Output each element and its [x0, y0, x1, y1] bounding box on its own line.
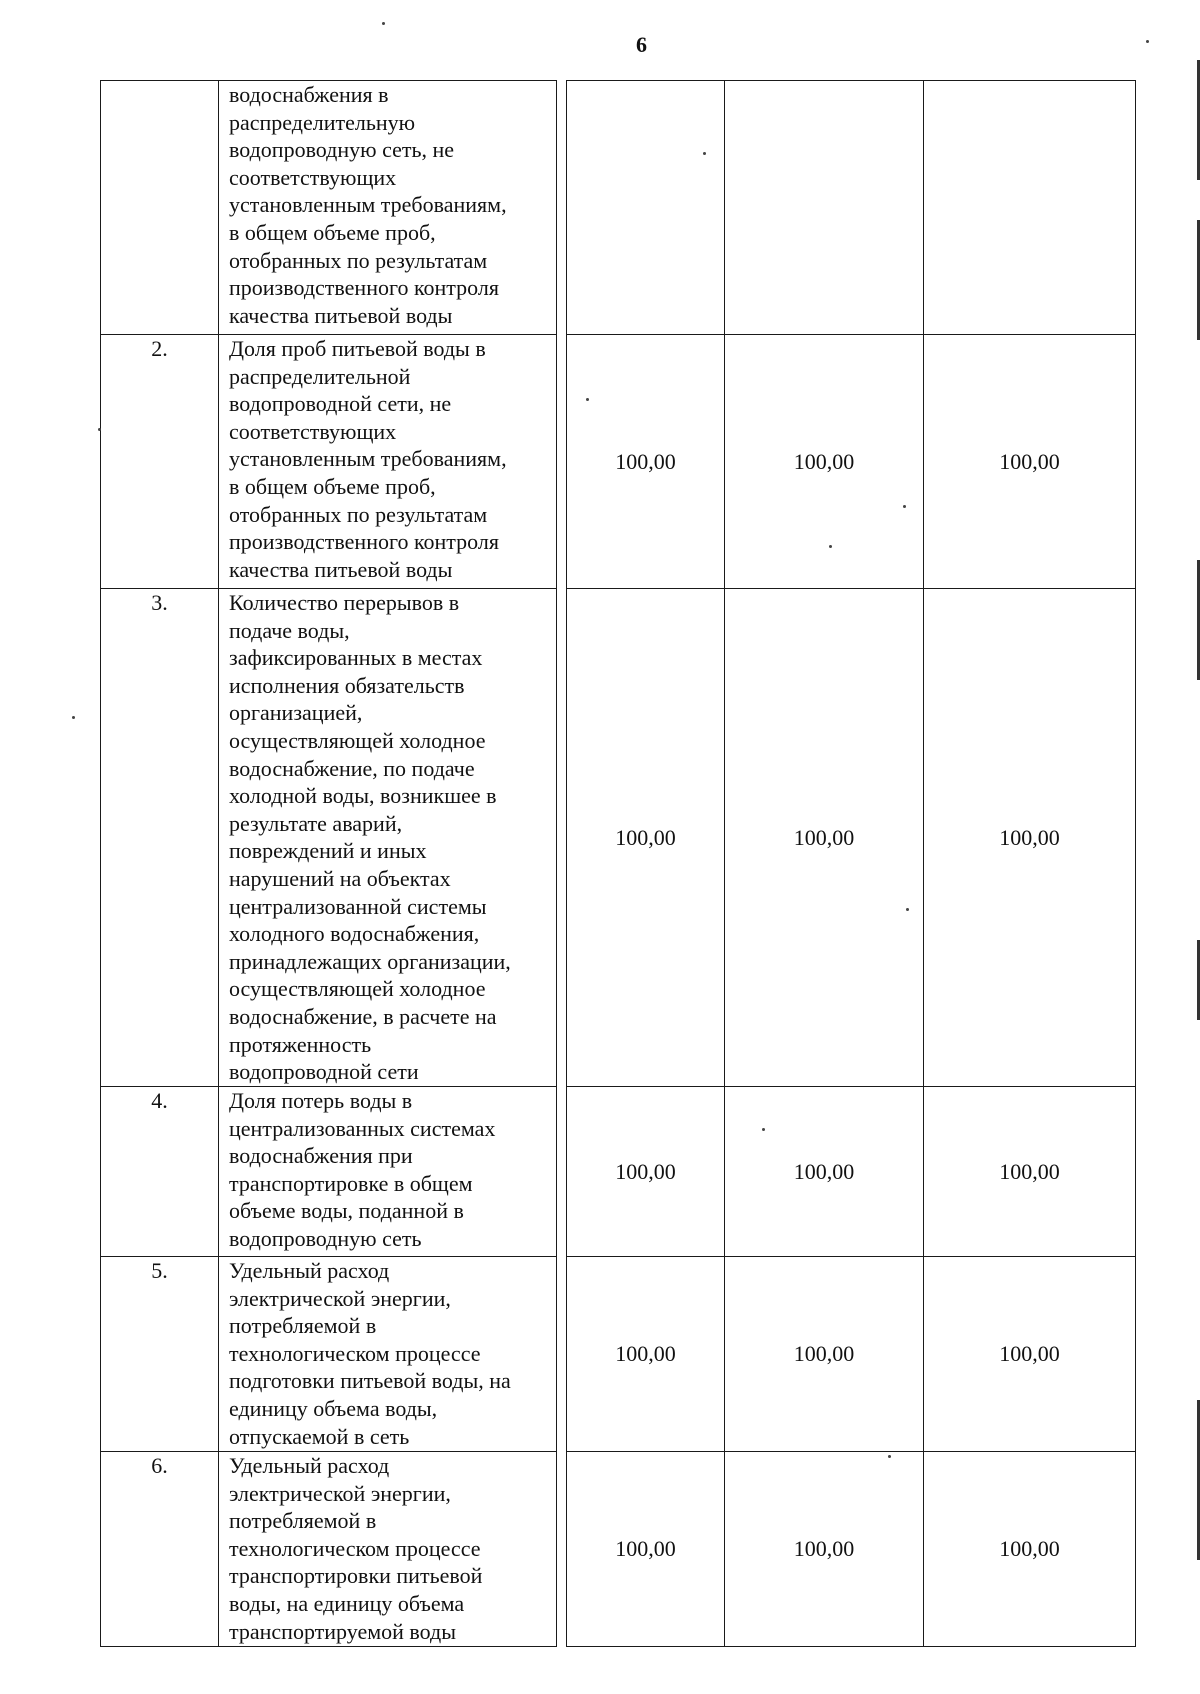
- value-cell: 100,00: [725, 335, 924, 589]
- value-cell: [725, 81, 924, 335]
- value-cell: 100,00: [924, 589, 1136, 1087]
- value-cell: 100,00: [725, 589, 924, 1087]
- row-number: 6.: [101, 1452, 219, 1647]
- indicator-description: Удельный расход электрической энергии, потребляемой в технологическом процессе подготовки питьевой воды, на единицу объема воды, отпускаемой в сеть: [219, 1257, 557, 1452]
- column-gap: [557, 335, 567, 589]
- scan-speck: [903, 505, 906, 508]
- row-number: 5.: [101, 1257, 219, 1452]
- page-number: 6: [636, 32, 647, 57]
- column-gap: [557, 81, 567, 335]
- indicator-description: Доля потерь воды в централизованных системах водоснабжения при транспортировке в общем объеме воды, поданной в водопроводную сеть: [219, 1087, 557, 1257]
- value-cell: 100,00: [725, 1257, 924, 1452]
- scan-speck: [762, 1128, 765, 1131]
- value-cell: 100,00: [567, 335, 725, 589]
- value-cell: [567, 81, 725, 335]
- column-gap: [557, 1257, 567, 1452]
- value-cell: 100,00: [725, 1452, 924, 1647]
- value-cell: 100,00: [567, 1452, 725, 1647]
- value-cell: [924, 81, 1136, 335]
- table-row: [101, 335, 1136, 589]
- scan-speck: [98, 428, 101, 431]
- scan-speck: [703, 152, 706, 155]
- value-cell: 100,00: [924, 1257, 1136, 1452]
- scan-speck: [1146, 40, 1149, 43]
- column-gap: [557, 589, 567, 1087]
- scan-speck: [382, 22, 385, 25]
- column-gap: [557, 1452, 567, 1647]
- column-gap: [557, 1087, 567, 1257]
- scan-speck: [829, 545, 832, 548]
- value-cell: 100,00: [567, 1087, 725, 1257]
- table-row: [101, 1257, 1136, 1452]
- value-cell: 100,00: [924, 1452, 1136, 1647]
- table-row: [101, 1087, 1136, 1257]
- table-row: [101, 1452, 1136, 1647]
- value-cell: 100,00: [567, 589, 725, 1087]
- scan-speck: [586, 398, 589, 401]
- value-cell: 100,00: [924, 335, 1136, 589]
- indicator-description: Доля проб питьевой воды в распределительной водопроводной сети, не соответствующих установленным требованиям, в общем объеме проб, отобранных по результатам производственного контроля качества питьевой воды: [219, 335, 557, 589]
- indicator-description: Количество перерывов в подаче воды, зафиксированных в местах исполнения обязательств организацией, осуществляющей холодное водоснабжение, по подаче холодной воды, возникшее в результате аварий, повреждений и иных нарушений на объектах централизованной системы холодного водоснабжения, принадлежащих организации, осуществляющей холодное водоснабжение, в расчете на протяженность водопроводной сети: [219, 589, 557, 1087]
- indicator-description: водоснабжения в распределительную водопроводную сеть, не соответствующих установленным требованиям, в общем объеме проб, отобранных по результатам производственного контроля качества питьевой воды: [219, 81, 557, 335]
- value-cell: 100,00: [567, 1257, 725, 1452]
- row-number: 3.: [101, 589, 219, 1087]
- value-cell: 100,00: [725, 1087, 924, 1257]
- scan-speck: [888, 1455, 891, 1458]
- row-number: 4.: [101, 1087, 219, 1257]
- table-row: [101, 589, 1136, 1087]
- row-number: 2.: [101, 335, 219, 589]
- table-row: [101, 81, 1136, 335]
- scan-speck: [906, 908, 909, 911]
- row-number: [101, 81, 219, 335]
- indicators-table: [100, 80, 1136, 1647]
- scan-speck: [72, 716, 75, 719]
- value-cell: 100,00: [924, 1087, 1136, 1257]
- indicator-description: Удельный расход электрической энергии, потребляемой в технологическом процессе транспортировки питьевой воды, на единицу объема транспортируемой воды: [219, 1452, 557, 1647]
